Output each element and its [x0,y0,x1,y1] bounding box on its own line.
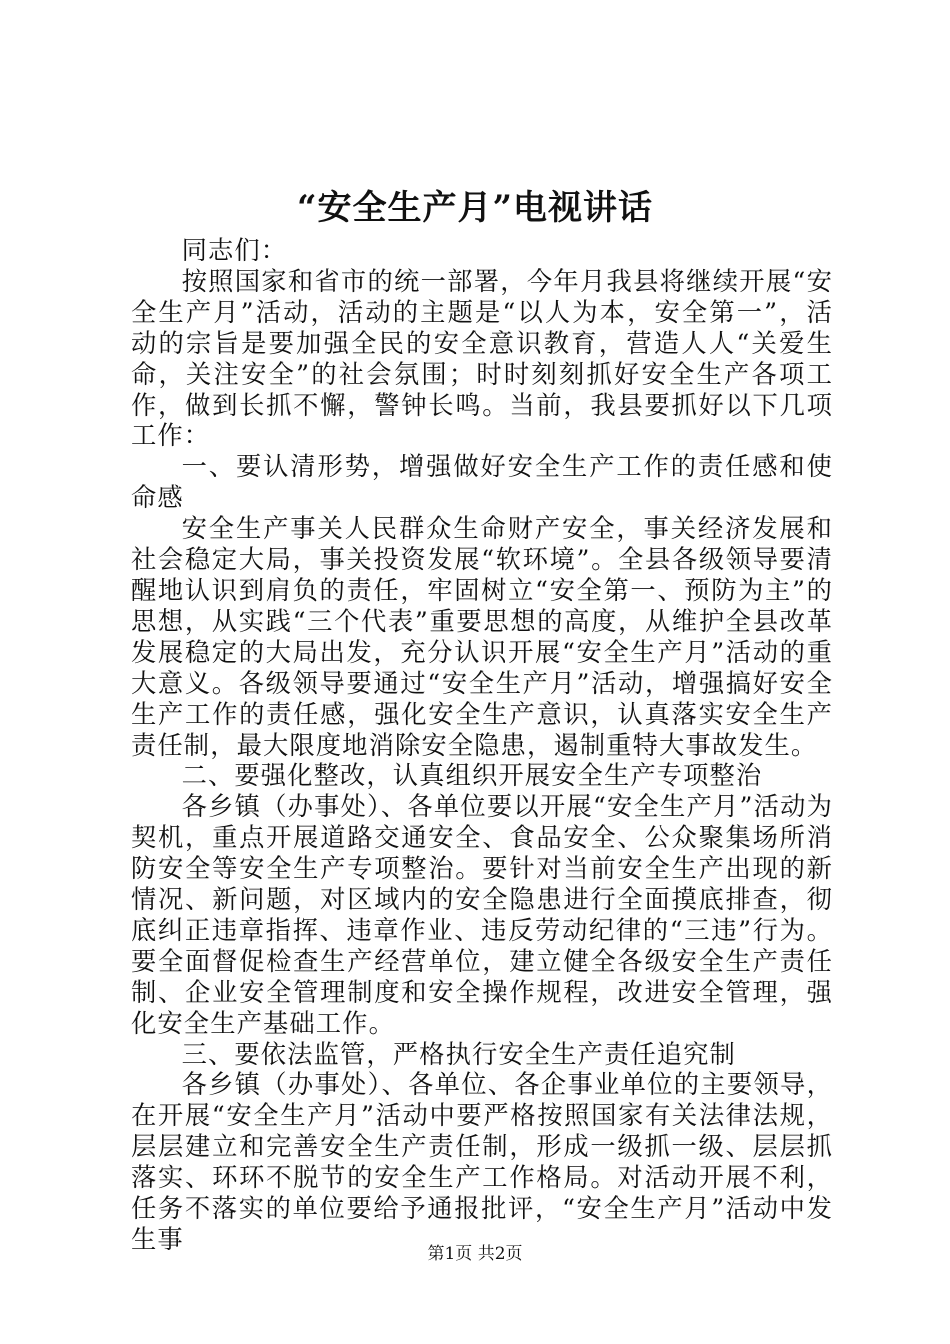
section-heading-1: 一、要认清形势，增强做好安全生产工作的责任感和使命感 [131,452,833,513]
document-title: “安全生产月”电视讲话 [296,188,654,228]
section-paragraph-2: 各乡镇（办事处）、各单位要以开展“安全生产月”活动为契机，重点开展道路交通安全、食品安全、公众聚集场所消防安全等安全生产专项整治。要针对当前安全生产出现的新情况、新问题，对区域内的安全隐患进行全面摸底排查，彻底纠正违章指挥、违章作业、违反劳动纪律的“三违”行为。要全面督促检查生产经营单位，建立健全各级安全生产责任制、企业安全管理制度和安全操作规程，改进安全管理，强化安全生产基础工作。 [131,792,833,1038]
intro-paragraph: 按照国家和省市的统一部署，今年月我县将继续开展“安全生产月”活动，活动的主题是“以人为本，安全第一”，活动的宗旨是要加强全民的安全意识教育，营造人人“关爱生命，关注安全”的社会氛围；时时刻刻抓好安全生产各项工作，做到长抓不懈，警钟长鸣。当前，我县要抓好以下几项工作： [131,266,833,451]
section-paragraph-1: 安全生产事关人民群众生命财产安全，事关经济发展和社会稳定大局，事关投资发展“软环境”。全县各级领导要清醒地认识到肩负的责任，牢固树立“安全第一、预防为主”的思想，从实践“三个代表”重要思想的高度，从维护全县改革发展稳定的大局出发，充分认识开展“安全生产月”活动的重大意义。各级领导要通过“安全生产月”活动，增强搞好安全生产工作的责任感，强化安全生产意识，认真落实安全生产责任制，最大限度地消除安全隐患，遏制重特大事故发生。 [131,514,833,760]
section-heading-2: 二、要强化整改，认真组织开展安全生产专项整治 [181,761,763,791]
salutation: 同志们： [181,236,288,265]
page-number: 第1页 共2页 [427,1244,523,1264]
document-body [131,236,833,1256]
section-heading-3: 三、要依法监管，严格执行安全生产责任追究制 [181,1039,736,1069]
section-paragraph-3: 各乡镇（办事处）、各单位、各企事业单位的主要领导，在开展“安全生产月”活动中要严格按照国家有关法律法规，层层建立和完善安全生产责任制，形成一级抓一级、层层抓落实、环环不脱节的安全生产工作格局。对活动开展不利，任务不落实的单位要给予通报批评，“安全生产月”活动中发生事 [131,1070,833,1254]
